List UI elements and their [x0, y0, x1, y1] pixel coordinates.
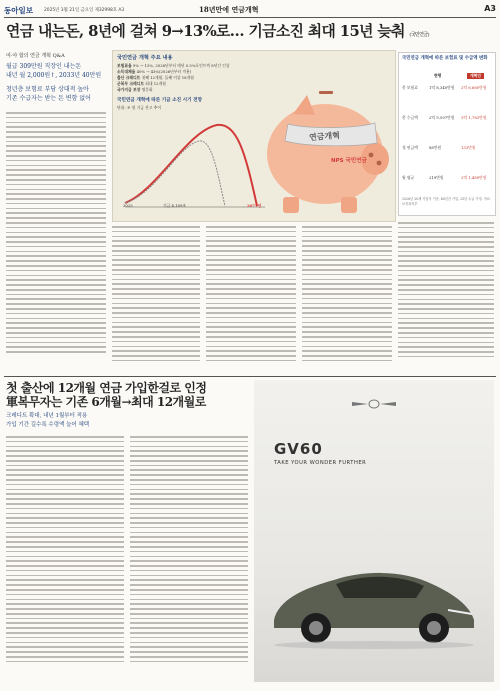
- reform-row: 소득대체율 40% → 43%(2026년부터 적용): [117, 69, 192, 74]
- second-headline: [6, 381, 250, 409]
- peak-label: 기금 4,109조: [163, 203, 187, 208]
- newspaper-logo: 동아일보: [4, 6, 33, 15]
- car-advertisement[interactable]: [254, 380, 494, 682]
- lede-line-4: 청년층 보험료 부담 상대적 높아: [6, 85, 89, 93]
- table-footnote: 2026년 20세 가입자 기준, 40년간 가입, 25년 수급 가정. 자료: 보건복지부: [402, 197, 491, 206]
- nps-logo-text: NPS 국민연금: [331, 158, 367, 164]
- table-cell-reform: 133만원: [461, 145, 476, 150]
- table-cell-current: 88만원: [429, 145, 442, 150]
- table-cell-current: 219만원: [429, 175, 444, 180]
- year-start-label: 2025: [123, 203, 133, 208]
- year-end-label: 2071년: [247, 203, 262, 208]
- lede-line-1: 여·야 합의 연금 개혁 Q&A: [6, 53, 65, 59]
- ad-model-name: GV60: [274, 440, 323, 458]
- second-subhead-line-1: 크레디트 확대, 내년 1월부터 적용: [6, 413, 88, 419]
- bandage-label: 연금개혁: [308, 129, 341, 143]
- car-shadow: [274, 641, 474, 649]
- infographic: [112, 50, 396, 222]
- lede-line-3: 내년 월 2,000원↑, 2033년 40만원: [6, 72, 102, 79]
- chart-caption: 단위: 조 원 기금 잔고 추이: [117, 105, 161, 110]
- table-row-label: 총 보험료: [402, 85, 418, 90]
- ad-tagline: TAKE YOUR WONDER FURTHER: [274, 460, 367, 466]
- table-row-label: 첫 연금액: [402, 145, 418, 150]
- genesis-wing-logo: [350, 398, 398, 410]
- lede-line-5: 기존 수급자는 받는 돈 변함 없어: [6, 95, 91, 102]
- body-text-col-2: [112, 226, 200, 374]
- section-divider: [4, 376, 496, 377]
- piggy-leg: [341, 197, 357, 213]
- table-cell-current: 2억 9,597만원: [429, 115, 455, 120]
- second-body-col-1: [6, 436, 124, 682]
- reform-row: 보험료율 9% → 13%, 2026년부터 매년 0.5%포인트씩 8년간 인상: [117, 63, 230, 68]
- reform-row: 군복무 크레디트 최대 12개월: [117, 81, 166, 86]
- second-subhead: [6, 412, 89, 430]
- lede-line-2: 월급 309만원 직장인 내는돈: [6, 62, 82, 70]
- piggy-leg: [283, 197, 299, 213]
- section-title: 18년만에 연금개혁: [199, 5, 259, 14]
- piggy-bank-illustration: [263, 69, 395, 219]
- body-text-col-1: [6, 112, 106, 374]
- second-body-col-2: [130, 436, 248, 682]
- car-image: [264, 550, 484, 650]
- second-subhead-line-2: 가입 기간 길수록 수령액 늘어 혜택: [6, 422, 90, 428]
- fund-chart: [117, 111, 267, 216]
- table-title: 국민연금 개혁에 따른 보험료 및 수급액 변화: [402, 56, 488, 61]
- main-headline: [6, 20, 496, 41]
- col-reform: 개혁안: [467, 73, 484, 79]
- infobox-title: 국민연금 개혁 주요 내용: [117, 55, 173, 61]
- coin-slot: [319, 91, 333, 94]
- headline-note: (국민연금): [409, 32, 429, 38]
- col-current: 현행: [434, 73, 442, 78]
- fund-line-current: [125, 141, 225, 206]
- table-cell-reform: 2억 1,489만원: [461, 175, 487, 180]
- headline-text: 연금 내는돈, 8년에 걸쳐 9→13%로… 기금소진 최대 15년 늦춰: [6, 23, 405, 40]
- table-row-label: 총 수급액: [402, 115, 418, 120]
- second-headline-line-1: 첫 출산에 12개월 연금 가입한걸로 인정: [6, 381, 207, 395]
- reform-table: [117, 63, 267, 93]
- piggy-ear: [293, 95, 315, 115]
- issue-date: 2025년 3월 21일 금요일 제32998호 A3: [44, 8, 125, 13]
- page-number: A3: [484, 4, 496, 13]
- lede-block: [6, 52, 104, 104]
- body-text-col-3: [206, 226, 296, 374]
- reform-row: 국가지급 보장 명문화: [117, 87, 153, 92]
- chart-title: 국민연금 개혁에 따른 기금 소진 시기 전망: [117, 98, 203, 103]
- contribution-table: [398, 52, 496, 216]
- body-text-col-5: [398, 222, 494, 372]
- table-cell-reform: 3억 1,783만원: [461, 115, 487, 120]
- table-cell-reform: 2억 6,660만원: [461, 85, 487, 90]
- body-text-col-4: [302, 226, 392, 374]
- table-cell-current: 1억 8,340만원: [429, 85, 455, 90]
- table-row-label: 월 평균: [402, 175, 415, 180]
- masthead: [4, 3, 496, 18]
- fund-line-reformed: [125, 125, 257, 206]
- reform-row: 출산 크레디트 첫째 12개월, 둘째 이상 18개월: [117, 75, 194, 80]
- second-headline-line-2: 軍복무자는 기존 6개월→최대 12개월로: [6, 395, 206, 409]
